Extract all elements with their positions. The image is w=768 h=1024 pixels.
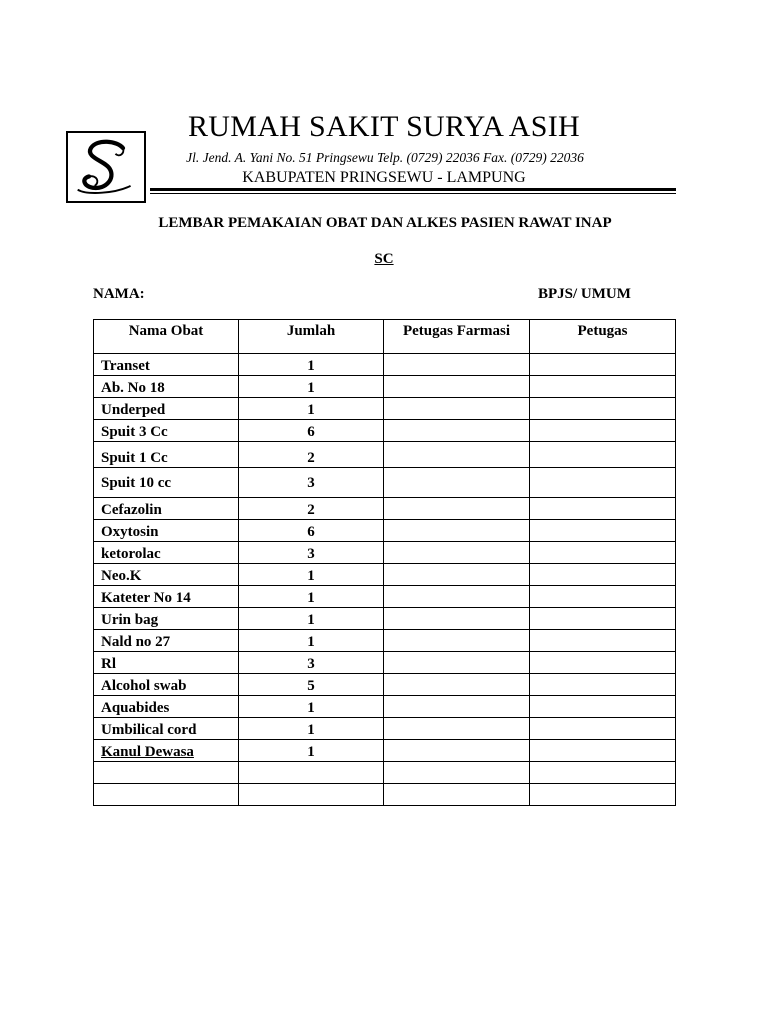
- item-qty: 3: [239, 652, 384, 674]
- empty-cell: [384, 762, 530, 784]
- item-qty: 1: [239, 630, 384, 652]
- petugas-farmasi-cell: [384, 498, 530, 520]
- petugas-cell: [530, 608, 676, 630]
- item-qty: 1: [239, 398, 384, 420]
- item-name: Cefazolin: [94, 498, 239, 520]
- table-row: [94, 674, 676, 696]
- item-name: Transet: [94, 354, 239, 376]
- petugas-farmasi-cell: [384, 564, 530, 586]
- item-qty: 1: [239, 608, 384, 630]
- petugas-farmasi-cell: [384, 542, 530, 564]
- table-row: [94, 718, 676, 740]
- item-name: Rl: [94, 652, 239, 674]
- item-name: Aquabides: [94, 696, 239, 718]
- payment-type-label: BPJS/ UMUM: [538, 286, 631, 302]
- s-monogram-icon: [68, 133, 144, 201]
- petugas-farmasi-cell: [384, 354, 530, 376]
- empty-cell: [530, 762, 676, 784]
- table-row: [94, 652, 676, 674]
- hospital-logo: [66, 131, 146, 203]
- petugas-farmasi-cell: [384, 674, 530, 696]
- item-qty: 3: [239, 468, 384, 498]
- table-row: [94, 376, 676, 398]
- petugas-cell: [530, 674, 676, 696]
- petugas-farmasi-cell: [384, 718, 530, 740]
- petugas-farmasi-cell: [384, 398, 530, 420]
- petugas-cell: [530, 498, 676, 520]
- item-qty: 1: [239, 354, 384, 376]
- item-name: Urin bag: [94, 608, 239, 630]
- item-name: ketorolac: [94, 542, 239, 564]
- item-qty: 1: [239, 564, 384, 586]
- table-row: [94, 398, 676, 420]
- item-qty: 1: [239, 740, 384, 762]
- item-qty: 1: [239, 376, 384, 398]
- item-name: Umbilical cord: [94, 718, 239, 740]
- table-header-row: [94, 320, 676, 354]
- medication-table: [93, 319, 676, 806]
- patient-name-label: NAMA:: [93, 286, 145, 302]
- column-header-petugas: Petugas: [530, 320, 676, 354]
- petugas-cell: [530, 420, 676, 442]
- item-name: [94, 740, 239, 762]
- form-subtitle: SC: [374, 251, 394, 267]
- item-qty: 1: [239, 696, 384, 718]
- hospital-address: Jl. Jend. A. Yani No. 51 Pringsewu Telp. (0729) 22036 Fax. (0729) 22036: [186, 150, 584, 165]
- petugas-cell: [530, 696, 676, 718]
- table-row: [94, 520, 676, 542]
- table-row: [94, 564, 676, 586]
- table-row: [94, 442, 676, 468]
- empty-cell: [94, 762, 239, 784]
- item-qty: 1: [239, 718, 384, 740]
- item-qty: 2: [239, 498, 384, 520]
- item-name: Kateter No 14: [94, 586, 239, 608]
- item-name: Ab. No 18: [94, 376, 239, 398]
- empty-cell: [239, 784, 384, 806]
- item-qty: 3: [239, 542, 384, 564]
- table-row: [94, 354, 676, 376]
- petugas-farmasi-cell: [384, 608, 530, 630]
- column-header-jumlah: Jumlah: [239, 320, 384, 354]
- petugas-farmasi-cell: [384, 376, 530, 398]
- empty-cell: [530, 784, 676, 806]
- table-row: [94, 608, 676, 630]
- table-row-empty: [94, 784, 676, 806]
- petugas-cell: [530, 718, 676, 740]
- header-divider-thin: [150, 193, 676, 194]
- petugas-cell: [530, 740, 676, 762]
- item-name: Oxytosin: [94, 520, 239, 542]
- petugas-cell: [530, 630, 676, 652]
- table-row: [94, 740, 676, 762]
- header-divider-thick: [150, 188, 676, 191]
- petugas-farmasi-cell: [384, 696, 530, 718]
- table-row: [94, 498, 676, 520]
- petugas-farmasi-cell: [384, 442, 530, 468]
- item-qty: 5: [239, 674, 384, 696]
- column-header-nama-obat: Nama Obat: [94, 320, 239, 354]
- form-title: LEMBAR PEMAKAIAN OBAT DAN ALKES PASIEN RAWAT INAP: [158, 215, 612, 231]
- table-row: [94, 468, 676, 498]
- item-qty: 6: [239, 420, 384, 442]
- item-name-text: Kanul Dewasa: [101, 744, 194, 760]
- petugas-farmasi-cell: [384, 740, 530, 762]
- table-row: [94, 586, 676, 608]
- table-row: [94, 630, 676, 652]
- petugas-farmasi-cell: [384, 468, 530, 498]
- petugas-cell: [530, 586, 676, 608]
- empty-cell: [239, 762, 384, 784]
- item-qty: 2: [239, 442, 384, 468]
- item-qty: 1: [239, 586, 384, 608]
- petugas-cell: [530, 564, 676, 586]
- petugas-cell: [530, 398, 676, 420]
- hospital-name: RUMAH SAKIT SURYA ASIH: [188, 110, 580, 143]
- petugas-cell: [530, 468, 676, 498]
- empty-cell: [94, 784, 239, 806]
- petugas-cell: [530, 652, 676, 674]
- petugas-farmasi-cell: [384, 420, 530, 442]
- empty-cell: [384, 784, 530, 806]
- petugas-cell: [530, 542, 676, 564]
- petugas-farmasi-cell: [384, 630, 530, 652]
- item-name: Spuit 1 Cc: [94, 442, 239, 468]
- petugas-farmasi-cell: [384, 652, 530, 674]
- table-row: [94, 542, 676, 564]
- column-header-petugas-farmasi: Petugas Farmasi: [384, 320, 530, 354]
- item-qty: 6: [239, 520, 384, 542]
- item-name: Spuit 3 Cc: [94, 420, 239, 442]
- hospital-region: KABUPATEN PRINGSEWU - LAMPUNG: [242, 169, 526, 186]
- item-name: Spuit 10 cc: [94, 468, 239, 498]
- item-name: Alcohol swab: [94, 674, 239, 696]
- item-name: Neo.K: [94, 564, 239, 586]
- table-row: [94, 420, 676, 442]
- petugas-cell: [530, 376, 676, 398]
- petugas-farmasi-cell: [384, 520, 530, 542]
- petugas-cell: [530, 442, 676, 468]
- item-name: Underped: [94, 398, 239, 420]
- table-row: [94, 696, 676, 718]
- item-name: Nald no 27: [94, 630, 239, 652]
- petugas-farmasi-cell: [384, 586, 530, 608]
- table-row-empty: [94, 762, 676, 784]
- petugas-cell: [530, 520, 676, 542]
- petugas-cell: [530, 354, 676, 376]
